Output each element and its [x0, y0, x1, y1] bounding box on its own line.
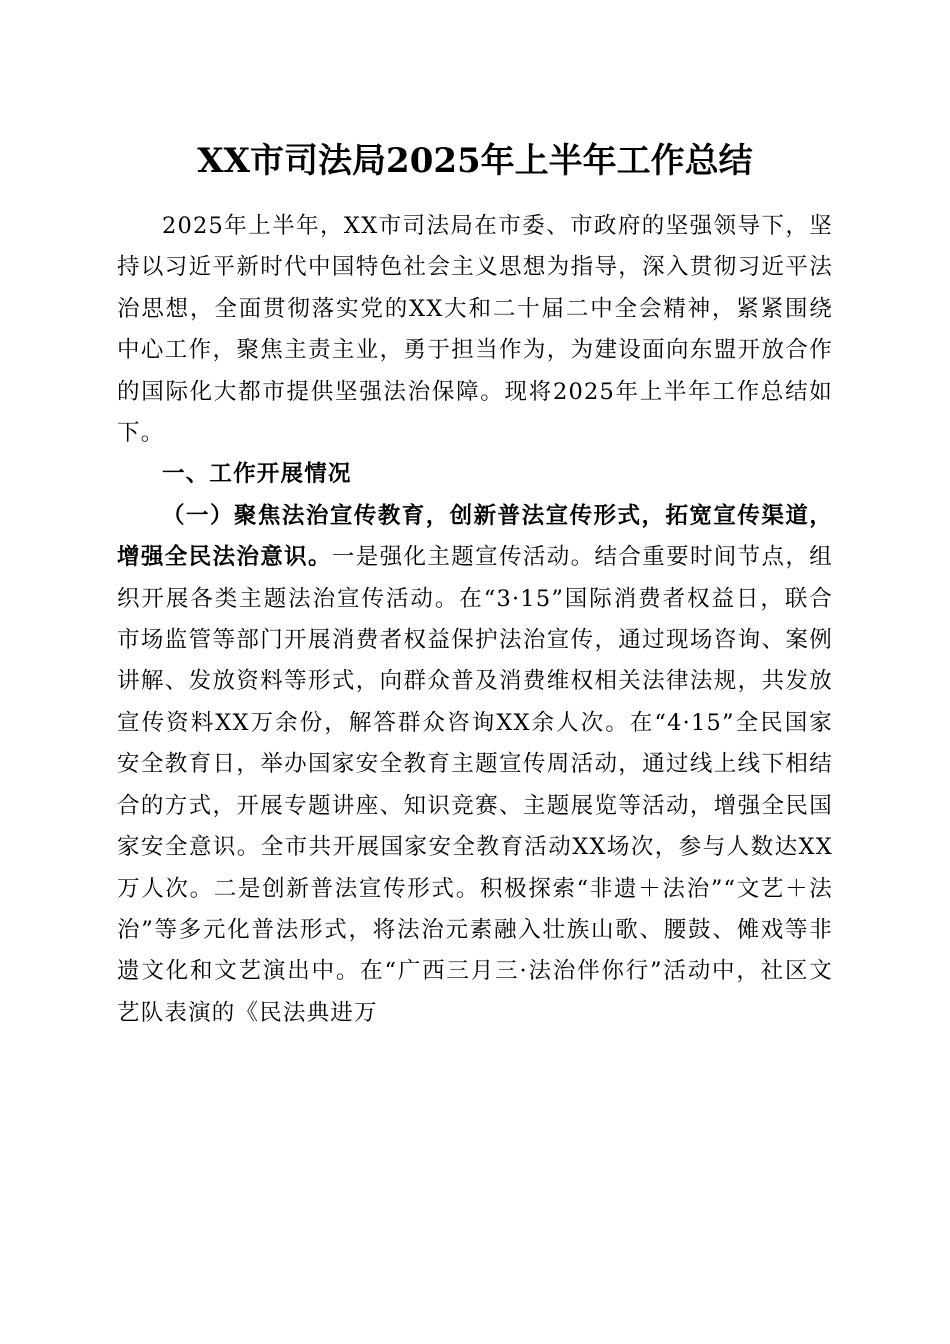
subsection-paragraph-1	[117, 496, 833, 1034]
document-title: XX市司法局2025年上半年工作总结	[197, 141, 753, 181]
subsection-body-1: 一是强化主题宣传活动。结合重要时间节点，组织开展各类主题法治宣传活动。在“3·15”国际消费者权益日，联合市场监管等部门开展消费者权益保护法治宣传，通过现场咨询、案例讲解、发放资料等形式，向群众普及消费维权相关法律法规，共发放宣传资料XX万余份，解答群众咨询XX余人次。在“4·15”全民国家安全教育日，举办国家安全教育主题宣传周活动，通过线上线下相结合的方式，开展专题讲座、知识竞赛、主题展览等活动，增强全民国家安全意识。全市共开展国家安全教育活动XX场次，参与人数达XX万人次。二是创新普法宣传形式。积极探索“非遗＋法治”“文艺＋法治”等多元化普法形式，将法治元素融入壮族山歌、腰鼓、傩戏等非遗文化和文艺演出中。在“广西三月三·法治伴你行”活动中，社区文艺队表演的《民法典进万	[117, 544, 833, 1026]
subsection-lead-1: （一）聚焦法治宣传教育，创新普法宣传形式，拓宽宣传渠道，增强全民法治意识。	[117, 502, 833, 571]
section-heading-1: 一、工作开展情况	[162, 461, 352, 488]
intro-paragraph: 2025年上半年，XX市司法局在市委、市政府的坚强领导下，坚持以习近平新时代中国特色社会主义思想为指导，深入贯彻习近平法治思想，全面贯彻落实党的XX大和二十届二中全会精神，紧紧围绕中心工作，聚焦主责主业，勇于担当作为，为建设面向东盟开放合作的国际化大都市提供坚强法治保障。现将2025年上半年工作总结如下。	[117, 213, 833, 447]
document-body	[117, 206, 833, 1034]
